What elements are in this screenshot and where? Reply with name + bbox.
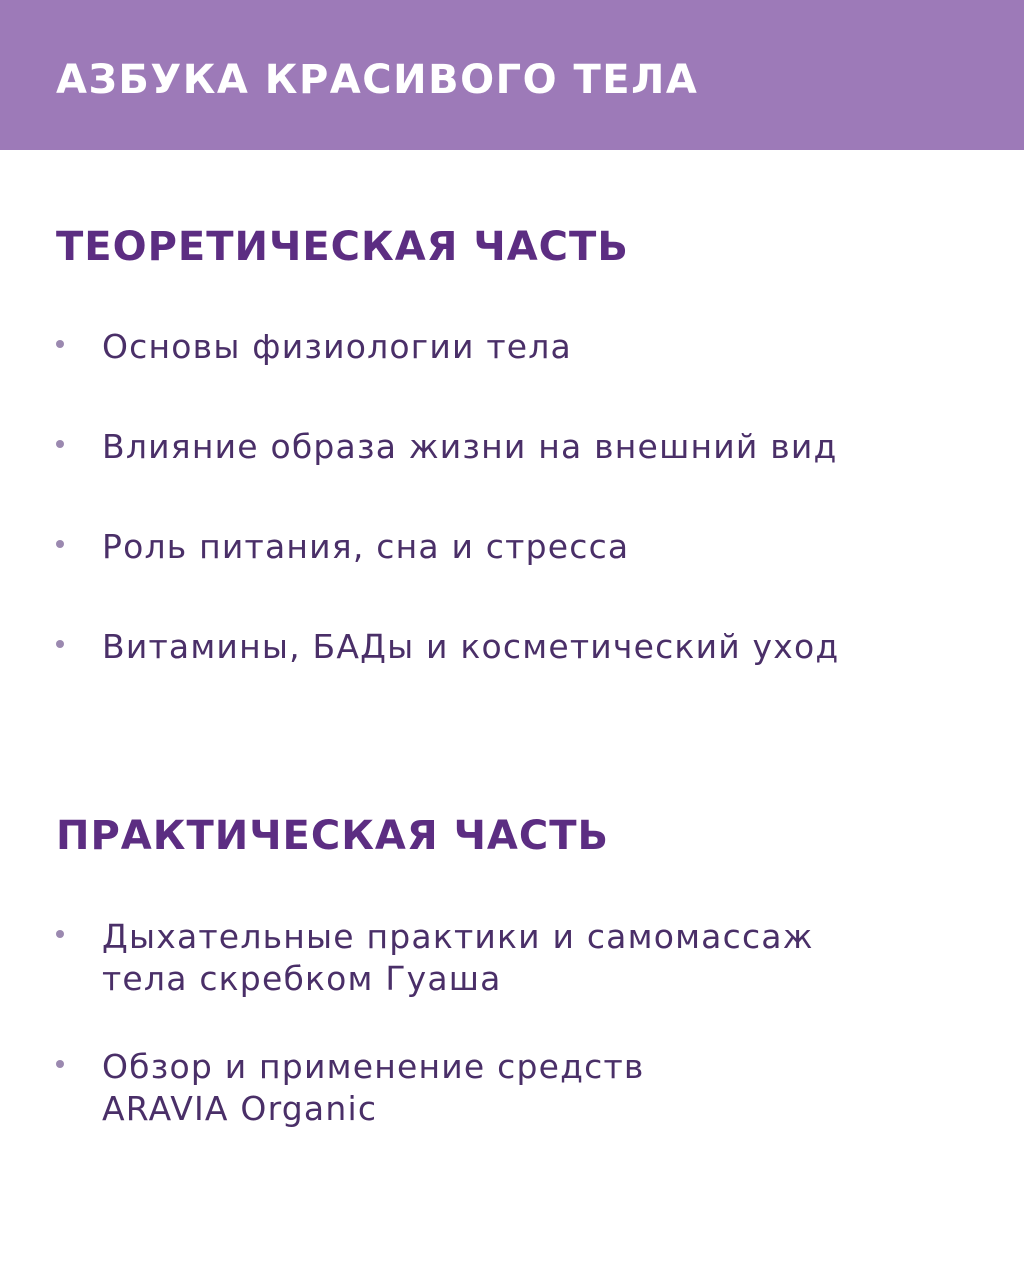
bullet-icon: [56, 440, 64, 448]
page-title: АЗБУКА КРАСИВОГО ТЕЛА: [56, 57, 699, 103]
bullet-icon: [56, 930, 64, 938]
list-item-text-line1: Обзор и применение средств: [102, 1047, 645, 1086]
list-item-text: Роль питания, сна и стресса: [102, 527, 630, 566]
list-item-text-line2: ARAVIA Organic: [102, 1089, 378, 1128]
list-item-text-line1: Дыхательные практики и самомассаж: [102, 917, 814, 956]
list-item: [56, 916, 956, 1000]
list-item-text-line2: тела скребком Гуаша: [102, 959, 502, 998]
list-item: [56, 1046, 956, 1130]
list-item-text: Основы физиологии тела: [102, 327, 572, 366]
header-banner: [0, 0, 1024, 150]
practice-section-title: ПРАКТИЧЕСКАЯ ЧАСТЬ: [56, 813, 609, 859]
bullet-icon: [56, 1060, 64, 1068]
bullet-icon: [56, 640, 64, 648]
bullet-icon: [56, 340, 64, 348]
list-item-text: Витамины, БАДы и косметический уход: [102, 627, 840, 666]
list-item-text: Влияние образа жизни на внешний вид: [102, 427, 838, 466]
theory-section-title: ТЕОРЕТИЧЕСКАЯ ЧАСТЬ: [56, 224, 629, 270]
bullet-icon: [56, 540, 64, 548]
